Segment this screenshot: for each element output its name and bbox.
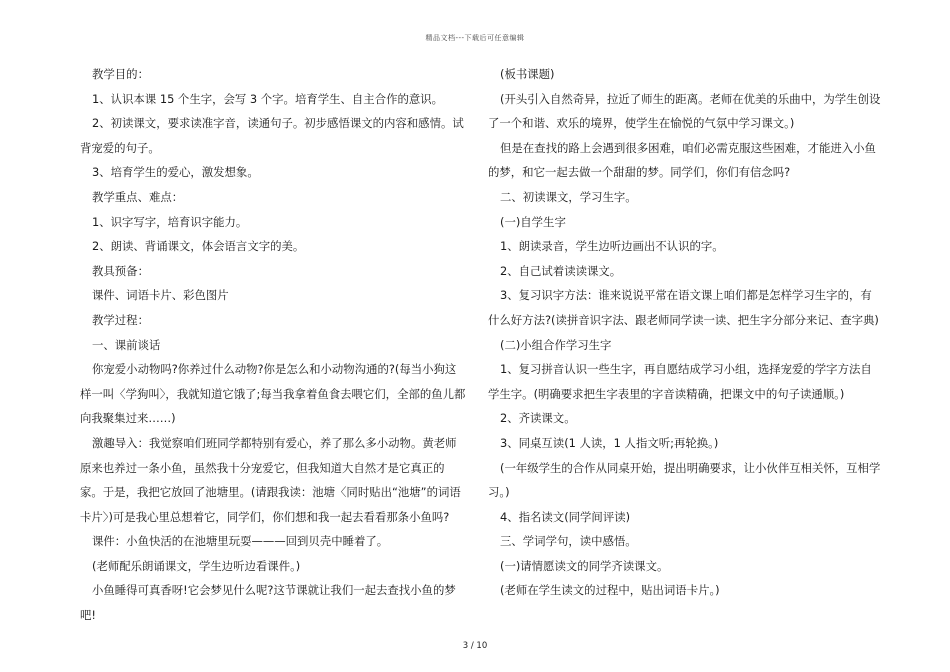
paragraph: 1、朗读录音，学生边听边画出不认识的字。 bbox=[500, 239, 724, 254]
paragraph: 一、课前谈话 bbox=[92, 337, 161, 352]
paragraph: (板书课题) bbox=[500, 67, 555, 81]
paragraph: 1、识字写字，培育识字能力。 bbox=[92, 214, 248, 229]
paragraph: 2、初读课文，要求读准字音，读通句子。初步感悟课文的内容和感情。试背宠爱的句子。 bbox=[80, 116, 464, 155]
paragraph: 课件：小鱼快活的在池塘里玩耍———回到贝壳中睡着了。 bbox=[92, 534, 389, 549]
paragraph: 1、认识本课 15 个生字，会写 3 个字。培育学生、自主合作的意识。 bbox=[92, 91, 444, 106]
right-column bbox=[488, 62, 883, 603]
page-number: 3 / 10 bbox=[462, 641, 488, 651]
paragraph: (一年级学生的合作从同桌开始，提出明确要求，让小伙伴互相关怀，互相学习。) bbox=[488, 460, 881, 500]
paragraph: 教学过程： bbox=[92, 312, 149, 327]
paragraph: (开头引入自然奇异，拉近了师生的距离。老师在优美的乐曲中，为学生创设了一个和谐、欢乐的境界，使学生在愉悦的气氛中学习课文。) bbox=[488, 91, 881, 131]
paragraph: 2、朗读、背诵课文，体会语言文字的美。 bbox=[92, 239, 305, 254]
paragraph: (二)小组合作学习生字 bbox=[500, 337, 612, 352]
paragraph: 1、复习拼音认识一些生字，再自愿结成学习小组，选择宠爱的学字方法自学生字。(明确要求把生字表里的字音读精确，把课文中的句子读通顺。) bbox=[488, 362, 872, 401]
page-header: 精品文档---下载后可任意编辑 bbox=[425, 34, 525, 42]
paragraph: (老师在学生读文的过程中，贴出词语卡片。) bbox=[500, 583, 720, 598]
paragraph: 三、学词学句，读中感悟。 bbox=[500, 534, 637, 549]
paragraph: 4、指名读文(同学间评读) bbox=[500, 509, 631, 524]
paragraph: 你宠爱小动物吗?你养过什么动物?你是怎么和小动物沟通的?(每当小狗这样一叫〈学狗叫〉，我就知道它饿了;每当我拿着鱼食去喂它们，全部的鱼儿都向我聚集过来……) bbox=[80, 362, 466, 426]
left-column bbox=[80, 62, 466, 628]
paragraph: (老师配乐朗诵课文，学生边听边看课件。) bbox=[92, 558, 301, 573]
paragraph: 3、同桌互读(1 人读，1 人指文听;再轮换。) bbox=[500, 435, 719, 450]
paragraph: 课件、词语卡片、彩色图片 bbox=[92, 288, 229, 303]
paragraph: 教具预备： bbox=[92, 263, 149, 278]
paragraph: 2、齐读课文。 bbox=[500, 411, 576, 426]
paragraph: 3、复习识字方法：谁来说说平常在语文课上咱们都是怎样学习生字的，有什么好方法?(读拼音识字法、跟老师同学读一读、把生字分部分来记、查字典) bbox=[488, 288, 879, 327]
paragraph: 教学重点、难点： bbox=[92, 189, 184, 204]
paragraph: 3、培育学生的爱心，激发想象。 bbox=[92, 165, 259, 180]
paragraph: 小鱼睡得可真香呀!它会梦见什么呢?这节课就让我们一起去查找小鱼的梦吧! bbox=[80, 583, 456, 623]
paragraph: 2、自己试着读读课文。 bbox=[500, 263, 622, 278]
paragraph: 教学目的： bbox=[92, 67, 149, 81]
paragraph: 二、初读课文，学习生字。 bbox=[500, 189, 637, 204]
paragraph: (一)自学生字 bbox=[500, 214, 566, 229]
paragraph: 激趣导入：我觉察咱们班同学都特别有爱心，养了那么多小动物。黄老师原来也养过一条小鱼，虽然我十分宠爱它，但我知道大自然才是它真正的家。于是，我把它放回了池塘里。(请跟我读：池塘〈同时贴出“池塘”的词语卡片〉)可是我心里总想着它，同学们，你们想和我一起去看看那条小鱼吗? bbox=[80, 435, 461, 524]
paragraph: (一)请情愿读文的同学齐读课文。 bbox=[500, 558, 669, 573]
paragraph: 但是在查找的路上会遇到很多困难，咱们必需克服这些困难，才能进入小鱼的梦，和它一起去做一个甜甜的梦。同学们，你们有信念吗? bbox=[488, 140, 876, 180]
